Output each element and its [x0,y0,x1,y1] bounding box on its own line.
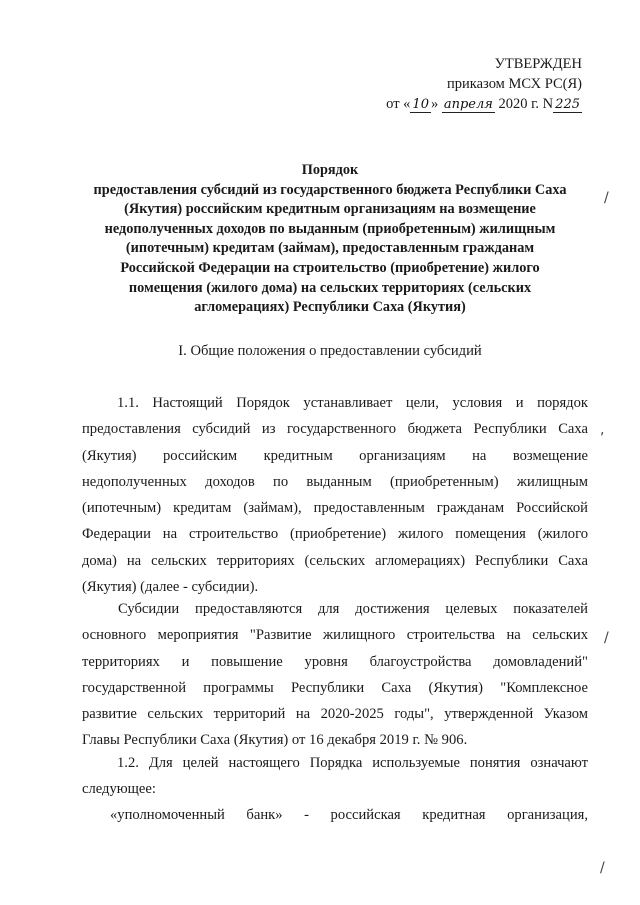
margin-tick-mark: / [604,190,609,206]
paragraph-subsidies [82,596,588,754]
paragraph-line: Главы Республики Саха (Якутия) от 16 декабря 2019 г. № 906. [82,732,468,749]
paragraph-line: (ипотечным) кредитам (займам), предоставленным гражданам Российской [82,500,588,517]
title-line: предоставления субсидий из государственного бюджета Республики Саха [93,181,567,198]
paragraph-line: предоставления субсидий из государственного бюджета Республики Саха [82,421,588,438]
order-month: апреля [443,97,493,112]
paragraph-line: (Якутия) российским кредитным организациям на возмещение [82,447,588,464]
margin-tick-mark: , [600,422,605,438]
paragraph-line: государственной программы Республики Саха (Якутия) "Комплексное [82,679,588,696]
order-day: 10 [412,97,429,112]
paragraph-line: 1.1. Настоящий Порядок устанавливает цели, условия и порядок [117,395,588,411]
paragraph-definition [110,802,588,828]
title-line: помещения (жилого дома) на сельских территориях (сельских [128,279,532,296]
document-title [80,161,580,318]
paragraph-line: Федерации на строительство (приобретение) жилого помещения (жилого [82,526,588,543]
paragraph-line: 1.2. Для целей настоящего Порядка используемые понятия означают [117,755,588,771]
paragraph-line: «уполномоченный банк» - российская кредитная организация, [110,807,588,823]
paragraph-line: (Якутия) (далее - субсидии). [82,579,259,596]
paragraph-line: недополученных доходов по выданным (приобретенным) жилищным [82,473,588,490]
order-year: 2020 г. N [498,96,554,112]
approval-stamp [386,54,582,115]
section-heading: I. Общие положения о предоставлении субсидий [178,343,482,359]
margin-tick-mark: / [600,860,605,876]
paragraph-line: территориях и повышение уровня благоустройства домовладений" [82,653,588,670]
margin-tick-mark: / [604,630,609,646]
paragraph-line: основного мероприятия "Развитие жилищного строительства на сельских [82,627,588,644]
order-number: 225 [555,97,580,112]
paragraph-1-1 [82,390,588,600]
title-line: (Якутия) российским кредитным организациям на возмещение [124,201,536,218]
paragraph-line: развитие сельских территорий на 2020-2025 годы", утвержденной Указом [82,706,588,723]
title-line: агломерациях) Республики Саха (Якутия) [194,299,466,316]
paragraph-line: Субсидии предоставляются для достижения целевых показателей [118,601,588,617]
title-line: Порядок [301,162,359,178]
from-mid: » [430,96,439,112]
title-line: Российской Федерации на строительство (приобретение) жилого [120,259,540,276]
paragraph-line: дома) на сельских территориях (сельских агломерациях) Республики Саха [82,552,588,569]
title-line: недополученных доходов по выданным (приобретенным) жилищным [104,220,556,237]
order-date-line [386,94,582,115]
paragraph-line: следующее: [82,781,156,798]
title-line: (ипотечным) кредитам (займам), предоставленным гражданам [125,240,535,257]
approved-label: УТВЕРЖДЕН [494,56,582,72]
order-by-label: приказом МСХ РС(Я) [447,76,582,92]
paragraph-1-2 [82,750,588,803]
from-prefix: от « [386,96,411,112]
